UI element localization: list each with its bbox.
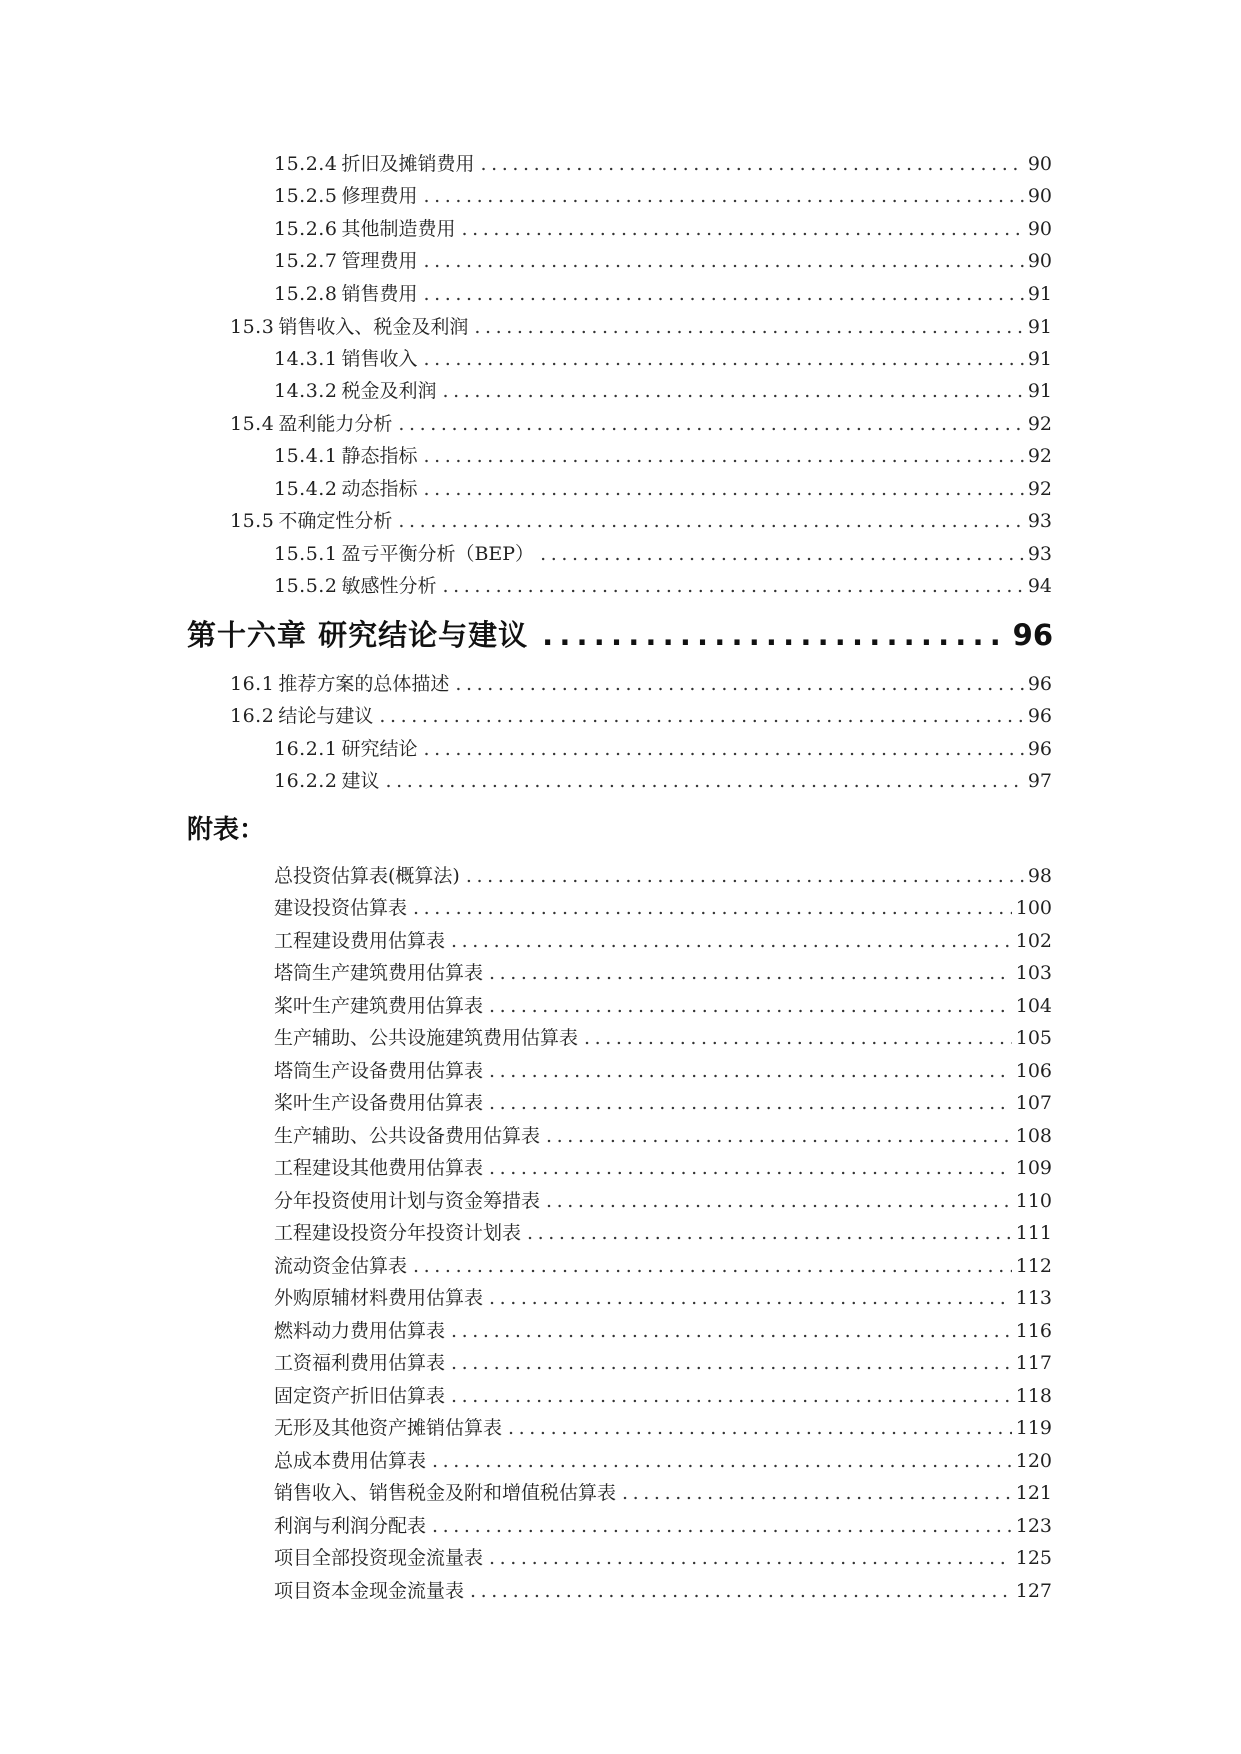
appendix-page-number: 125 bbox=[1015, 1547, 1052, 1569]
appendix-item[interactable] bbox=[274, 1024, 1052, 1052]
toc-page-number: 92 bbox=[1027, 445, 1052, 467]
dot-leader bbox=[489, 1154, 1012, 1182]
appendix-page-number: 98 bbox=[1027, 865, 1052, 887]
dot-leader bbox=[423, 442, 1023, 470]
dot-leader bbox=[480, 150, 1023, 178]
toc-number: 15.2.8 bbox=[274, 283, 338, 305]
appendix-title: 桨叶生产建筑费用估算表 bbox=[274, 995, 484, 1017]
toc-number: 15.5.1 bbox=[274, 543, 338, 565]
dot-leader bbox=[466, 862, 1024, 890]
toc-page-number: 93 bbox=[1027, 543, 1052, 565]
appendix-title: 项目资本金现金流量表 bbox=[274, 1580, 465, 1602]
toc-title: 管理费用 bbox=[341, 250, 418, 272]
dot-leader bbox=[508, 1414, 1012, 1442]
appendix-item[interactable] bbox=[274, 1317, 1052, 1345]
appendix-page-number: 120 bbox=[1015, 1450, 1052, 1472]
toc-number: 15.5.2 bbox=[274, 575, 338, 597]
toc-number: 14.3.1 bbox=[274, 348, 338, 370]
dot-leader bbox=[423, 475, 1023, 503]
toc-entry-15-4[interactable] bbox=[230, 410, 1052, 438]
appendix-title: 销售收入、销售税金及附和增值税估算表 bbox=[274, 1482, 617, 1504]
appendix-item[interactable] bbox=[274, 992, 1052, 1020]
toc-page-number: 93 bbox=[1027, 510, 1052, 532]
dot-leader bbox=[423, 345, 1023, 373]
toc-number: 16.2 bbox=[230, 705, 275, 727]
appendix-title: 燃料动力费用估算表 bbox=[274, 1320, 446, 1342]
dot-leader bbox=[489, 1284, 1012, 1312]
appendix-page-number: 108 bbox=[1015, 1125, 1052, 1147]
toc-page-number: 90 bbox=[1027, 153, 1052, 175]
appendix-page-number: 118 bbox=[1015, 1385, 1052, 1407]
dot-leader bbox=[474, 313, 1023, 341]
chapter-title: 第十六章 研究结论与建议 bbox=[187, 618, 529, 652]
appendix-title: 生产辅助、公共设备费用估算表 bbox=[274, 1125, 541, 1147]
toc-entry-15-2-4[interactable] bbox=[274, 150, 1052, 178]
toc-page-number: 91 bbox=[1027, 380, 1052, 402]
toc-title: 盈利能力分析 bbox=[278, 413, 393, 435]
dot-leader bbox=[451, 1317, 1012, 1345]
toc-title: 静态指标 bbox=[341, 445, 418, 467]
appendix-title: 外购原辅材料费用估算表 bbox=[274, 1287, 484, 1309]
toc-title: 销售收入、税金及利润 bbox=[278, 316, 469, 338]
toc-page-number: 91 bbox=[1027, 316, 1052, 338]
toc-chapter-16[interactable] bbox=[187, 615, 1053, 655]
toc-title: 研究结论 bbox=[341, 738, 418, 760]
toc-page-number: 90 bbox=[1027, 218, 1052, 240]
toc-entry-15-2-6[interactable] bbox=[274, 215, 1052, 243]
appendix-page-number: 109 bbox=[1015, 1157, 1052, 1179]
toc-title: 推荐方案的总体描述 bbox=[278, 673, 450, 695]
appendix-item[interactable] bbox=[274, 959, 1052, 987]
toc-entry-16-2-2[interactable] bbox=[274, 767, 1052, 795]
toc-number: 16.2.1 bbox=[274, 738, 338, 760]
appendix-page-number: 107 bbox=[1015, 1092, 1052, 1114]
toc-page-number: 90 bbox=[1027, 250, 1052, 272]
dot-leader bbox=[423, 247, 1023, 275]
toc-number: 15.2.4 bbox=[274, 153, 338, 175]
dot-leader bbox=[584, 1024, 1012, 1052]
appendix-page-number: 127 bbox=[1015, 1580, 1052, 1602]
toc-page-number: 90 bbox=[1027, 185, 1052, 207]
toc-title: 其他制造费用 bbox=[341, 218, 456, 240]
toc-title: 敏感性分析 bbox=[341, 575, 437, 597]
dot-leader bbox=[451, 1382, 1012, 1410]
toc-entry-15-5-2[interactable] bbox=[274, 572, 1052, 600]
appendix-page-number: 103 bbox=[1015, 962, 1052, 984]
appendix-title: 桨叶生产设备费用估算表 bbox=[274, 1092, 484, 1114]
dot-leader bbox=[622, 1479, 1012, 1507]
toc-page-number: 91 bbox=[1027, 283, 1052, 305]
toc-title: 建议 bbox=[341, 770, 380, 792]
dot-leader bbox=[442, 572, 1023, 600]
toc-entry-15-3[interactable] bbox=[230, 313, 1052, 341]
toc-entry-15-4-1[interactable] bbox=[274, 442, 1052, 470]
dot-leader bbox=[442, 377, 1023, 405]
dot-leader bbox=[540, 540, 1024, 568]
appendix-page-number: 111 bbox=[1015, 1222, 1052, 1244]
appendix-item[interactable] bbox=[274, 1447, 1052, 1475]
appendix-page-number: 104 bbox=[1015, 995, 1052, 1017]
dot-leader bbox=[455, 670, 1023, 698]
appendix-item[interactable] bbox=[274, 1219, 1052, 1247]
appendix-item[interactable] bbox=[274, 1252, 1052, 1280]
appendix-title: 总投资估算表(概算法) bbox=[274, 865, 460, 887]
toc-page-number: 96 bbox=[1027, 738, 1052, 760]
appendix-item[interactable] bbox=[274, 1187, 1052, 1215]
appendix-item[interactable] bbox=[274, 1577, 1052, 1605]
dot-leader bbox=[398, 507, 1023, 535]
toc-entry-16-2-1[interactable] bbox=[274, 735, 1052, 763]
appendix-page-number: 100 bbox=[1015, 897, 1052, 919]
appendix-title: 塔筒生产设备费用估算表 bbox=[274, 1060, 484, 1082]
appendix-title: 无形及其他资产摊销估算表 bbox=[274, 1417, 503, 1439]
dot-leader bbox=[451, 927, 1012, 955]
toc-title: 盈亏平衡分析（BEP） bbox=[341, 543, 535, 565]
toc-entry-15-2-8[interactable] bbox=[274, 280, 1052, 308]
toc-number: 15.5 bbox=[230, 510, 275, 532]
appendix-page-number: 110 bbox=[1015, 1190, 1052, 1212]
toc-page-number: 96 bbox=[1027, 705, 1052, 727]
appendix-page-number: 117 bbox=[1015, 1352, 1052, 1374]
toc-title: 动态指标 bbox=[341, 478, 418, 500]
dot-leader bbox=[546, 1187, 1012, 1215]
toc-title: 修理费用 bbox=[341, 185, 418, 207]
appendix-item[interactable] bbox=[274, 1154, 1052, 1182]
appendix-item[interactable] bbox=[274, 927, 1052, 955]
toc-page-number: 92 bbox=[1027, 478, 1052, 500]
appendix-title: 工程建设投资分年投资计划表 bbox=[274, 1222, 522, 1244]
appendix-item[interactable] bbox=[274, 1544, 1052, 1572]
appendix-title: 分年投资使用计划与资金筹措表 bbox=[274, 1190, 541, 1212]
toc-entry-15-5-1[interactable] bbox=[274, 540, 1052, 568]
toc-page-number: 91 bbox=[1027, 348, 1052, 370]
appendix-page-number: 102 bbox=[1015, 930, 1052, 952]
chapter-page-number: 96 bbox=[1012, 618, 1053, 652]
dot-leader bbox=[385, 767, 1023, 795]
appendix-title: 工程建设费用估算表 bbox=[274, 930, 446, 952]
appendix-title: 工资福利费用估算表 bbox=[274, 1352, 446, 1374]
dot-leader bbox=[379, 702, 1023, 730]
appendix-item[interactable] bbox=[274, 862, 1052, 890]
toc-entry-14-3-2[interactable] bbox=[274, 377, 1052, 405]
toc-number: 15.2.5 bbox=[274, 185, 338, 207]
dot-leader bbox=[470, 1577, 1012, 1605]
dot-leader bbox=[489, 1544, 1012, 1572]
appendix-title: 塔筒生产建筑费用估算表 bbox=[274, 962, 484, 984]
appendix-item[interactable] bbox=[274, 894, 1052, 922]
appendix-page-number: 121 bbox=[1015, 1482, 1052, 1504]
toc-number: 15.3 bbox=[230, 316, 275, 338]
appendix-page-number: 113 bbox=[1015, 1287, 1052, 1309]
appendix-item[interactable] bbox=[274, 1512, 1052, 1540]
toc-number: 16.1 bbox=[230, 673, 275, 695]
toc-page-number: 92 bbox=[1027, 413, 1052, 435]
toc-entry-15-2-7[interactable] bbox=[274, 247, 1052, 275]
appendix-page-number: 116 bbox=[1015, 1320, 1052, 1342]
toc-title: 折旧及摊销费用 bbox=[341, 153, 475, 175]
toc-number: 15.4.2 bbox=[274, 478, 338, 500]
dot-leader bbox=[398, 410, 1023, 438]
appendix-page-number: 112 bbox=[1015, 1255, 1052, 1277]
toc-page-number: 96 bbox=[1027, 673, 1052, 695]
toc-entry-15-5[interactable] bbox=[230, 507, 1052, 535]
appendix-item[interactable] bbox=[274, 1122, 1052, 1150]
toc-title: 结论与建议 bbox=[278, 705, 374, 727]
dot-leader bbox=[489, 992, 1012, 1020]
toc-entry-15-2-5[interactable] bbox=[274, 182, 1052, 210]
toc-entry-16-1[interactable] bbox=[230, 670, 1052, 698]
appendix-page-number: 106 bbox=[1015, 1060, 1052, 1082]
appendix-item[interactable] bbox=[274, 1382, 1052, 1410]
dot-leader bbox=[542, 615, 1003, 655]
dot-leader bbox=[451, 1349, 1012, 1377]
dot-leader bbox=[423, 735, 1023, 763]
toc-entry-14-3-1[interactable] bbox=[274, 345, 1052, 373]
appendix-heading: 附表： bbox=[187, 815, 266, 845]
toc-title: 不确定性分析 bbox=[278, 510, 393, 532]
appendix-item[interactable] bbox=[274, 1349, 1052, 1377]
dot-leader bbox=[423, 182, 1023, 210]
dot-leader bbox=[546, 1122, 1012, 1150]
dot-leader bbox=[489, 959, 1012, 987]
toc-page-number: 97 bbox=[1027, 770, 1052, 792]
toc-number: 14.3.2 bbox=[274, 380, 338, 402]
appendix-page-number: 105 bbox=[1015, 1027, 1052, 1049]
toc-entry-16-2[interactable] bbox=[230, 702, 1052, 730]
dot-leader bbox=[432, 1447, 1012, 1475]
appendix-title: 利润与利润分配表 bbox=[274, 1515, 427, 1537]
toc-entry-15-4-2[interactable] bbox=[274, 475, 1052, 503]
appendix-title: 流动资金估算表 bbox=[274, 1255, 408, 1277]
appendix-item[interactable] bbox=[274, 1479, 1052, 1507]
appendix-title: 工程建设其他费用估算表 bbox=[274, 1157, 484, 1179]
appendix-item[interactable] bbox=[274, 1414, 1052, 1442]
appendix-title: 总成本费用估算表 bbox=[274, 1450, 427, 1472]
dot-leader bbox=[527, 1219, 1012, 1247]
dot-leader bbox=[423, 280, 1023, 308]
appendix-title: 项目全部投资现金流量表 bbox=[274, 1547, 484, 1569]
appendix-title: 建设投资估算表 bbox=[274, 897, 408, 919]
appendix-item[interactable] bbox=[274, 1089, 1052, 1117]
toc-title: 税金及利润 bbox=[341, 380, 437, 402]
appendix-title: 生产辅助、公共设施建筑费用估算表 bbox=[274, 1027, 579, 1049]
dot-leader bbox=[461, 215, 1023, 243]
dot-leader bbox=[489, 1089, 1012, 1117]
toc-number: 15.2.6 bbox=[274, 218, 338, 240]
appendix-page-number: 123 bbox=[1015, 1515, 1052, 1537]
toc-number: 15.2.7 bbox=[274, 250, 338, 272]
appendix-page-number: 119 bbox=[1015, 1417, 1052, 1439]
toc-title: 销售收入 bbox=[341, 348, 418, 370]
toc-title: 销售费用 bbox=[341, 283, 418, 305]
dot-leader bbox=[432, 1512, 1012, 1540]
appendix-item[interactable] bbox=[274, 1057, 1052, 1085]
dot-leader bbox=[413, 1252, 1012, 1280]
toc-number: 15.4.1 bbox=[274, 445, 338, 467]
toc-number: 16.2.2 bbox=[274, 770, 338, 792]
dot-leader bbox=[489, 1057, 1012, 1085]
appendix-item[interactable] bbox=[274, 1284, 1052, 1312]
appendix-title: 固定资产折旧估算表 bbox=[274, 1385, 446, 1407]
dot-leader bbox=[413, 894, 1012, 922]
toc-page-number: 94 bbox=[1027, 575, 1052, 597]
toc-number: 15.4 bbox=[230, 413, 275, 435]
